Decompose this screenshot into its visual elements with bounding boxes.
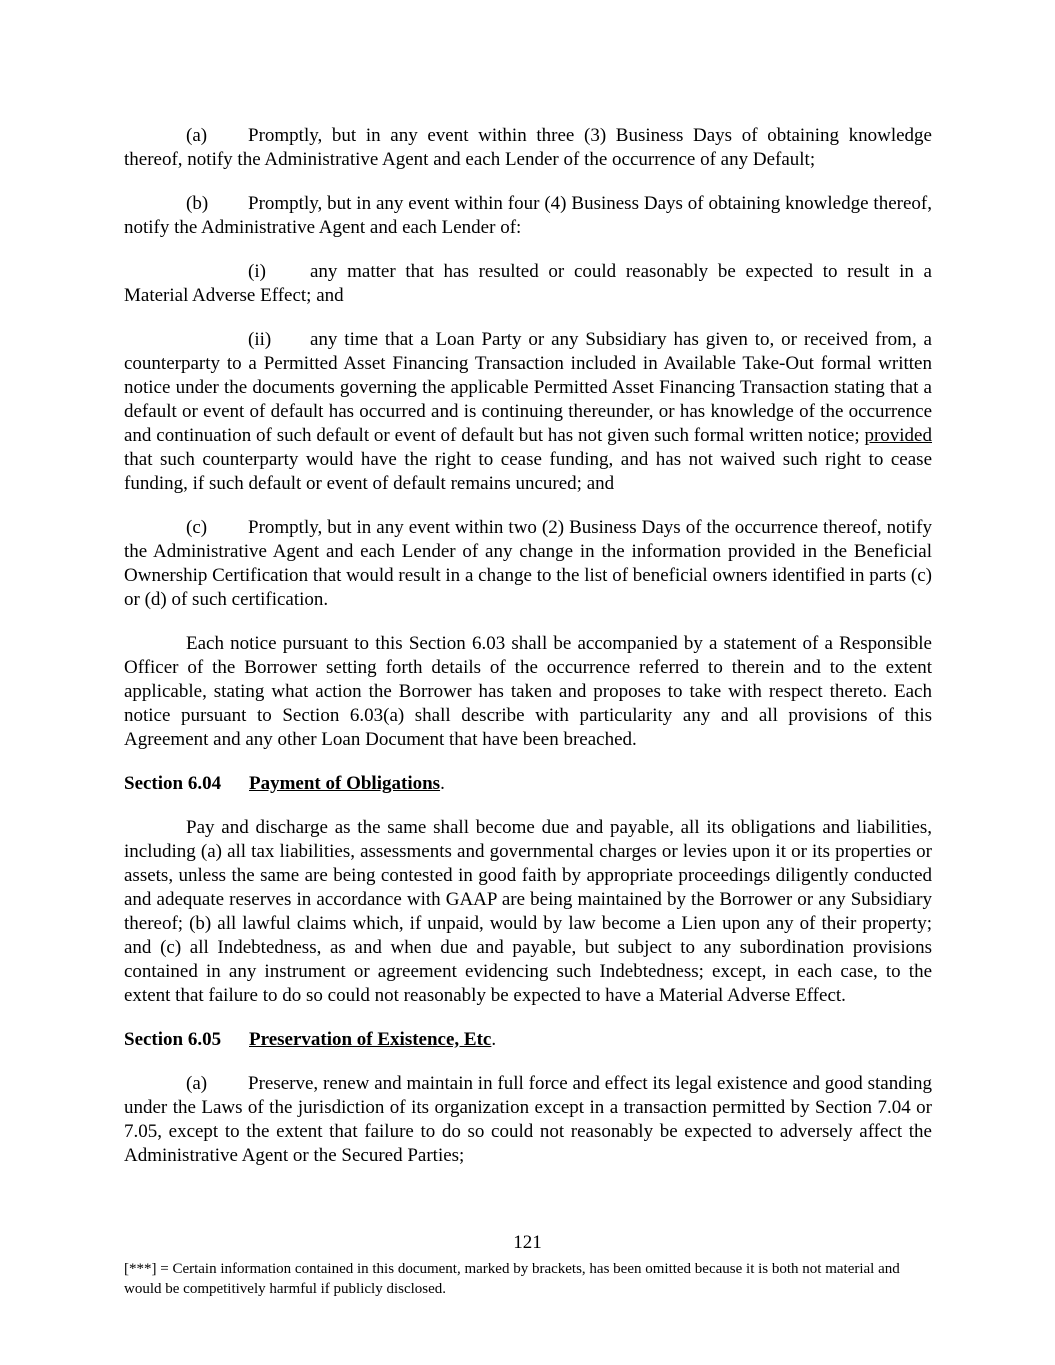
- provided-emphasis: provided: [864, 425, 932, 446]
- footnote: [***] = Certain information contained in this document, marked by brackets, has been omitted because it is both not material and would be competitively harmful if publicly disclosed.: [124, 1261, 900, 1297]
- paragraph-b-ii: [124, 328, 932, 496]
- page-number: 121: [513, 1232, 542, 1253]
- section-605-a-label: (a): [186, 1073, 208, 1094]
- paragraph-b-i-label: (i): [248, 261, 266, 282]
- section-604-heading: Section 6.04 Payment of Obligations.: [124, 773, 445, 794]
- paragraph-b-ii-label: (ii): [248, 329, 272, 350]
- paragraph-b-i: [124, 260, 932, 308]
- section-605-a-text: Preserve, renew and maintain in full force and effect its legal existence and good standing under the Laws of the jurisdiction of its organization except in a transaction permitted by Section 7.04 or 7.05, except to the extent that failure to do so could not reasonably be expected to adversely affect the Administrative Agent or the Secured Parties;: [124, 1073, 932, 1166]
- paragraph-b-ii-text-before: any time that a Loan Party or any Subsidiary has given to, or received from, a counterparty to a Permitted Asset Financing Transaction included in Available Take-Out formal written notice under the documents governing the applicable Permitted Asset Financing Transaction stating that a default or event of default has occurred and is continuing thereunder, or has knowledge of the occurrence and continuation of such default or event of default but has not given such formal written notice;: [124, 329, 932, 446]
- paragraph-c-text: Promptly, but in any event within two (2) Business Days of the occurrence thereof, notify the Administrative Agent and each Lender of any change in the information provided in the Beneficial Ownership Certification that would result in a change to the list of beneficial owners identified in parts (c) or (d) of such certification.: [124, 517, 932, 610]
- paragraph-a: [124, 124, 932, 172]
- section-605-title: Preservation of Existence, Etc: [249, 1029, 492, 1050]
- paragraph-b-text: Promptly, but in any event within four (4) Business Days of obtaining knowledge thereof, notify the Administrative Agent and each Lender of:: [124, 193, 932, 238]
- paragraph-b-label: (b): [186, 193, 209, 214]
- page-body: [124, 124, 932, 1188]
- paragraph-a-label: (a): [186, 125, 208, 146]
- section-604-body: Pay and discharge as the same shall become due and payable, all its obligations and liabilities, including (a) all tax liabilities, assessments and governmental charges or levies upon it or its properties or assets, unless the same are being contested in good faith by appropriate proceedings diligently conducted and adequate reserves in accordance with GAAP are being maintained by the Borrower or any Subsidiary thereof; (b) all lawful claims which, if unpaid, would by law become a Lien upon any of their property; and (c) all Indebtedness, as and when due and payable, but subject to any subordination provisions contained in any instrument or agreement evidencing such Indebtedness; except, in each case, to the extent that failure to do so could not reasonably be expected to have a Material Adverse Effect.: [124, 817, 932, 1006]
- paragraph-c: [124, 516, 932, 612]
- paragraph-b: [124, 192, 932, 240]
- paragraph-b-i-text: any matter that has resulted or could reasonably be expected to result in a Material Adverse Effect; and: [124, 261, 932, 306]
- section-604-number: Section 6.04: [124, 773, 222, 794]
- paragraph-a-text: Promptly, but in any event within three (3) Business Days of obtaining knowledge thereof, notify the Administrative Agent and each Lender of the occurrence of any Default;: [124, 125, 932, 170]
- section-605-number: Section 6.05: [124, 1029, 222, 1050]
- notice-paragraph: Each notice pursuant to this Section 6.03 shall be accompanied by a statement of a Responsible Officer of the Borrower setting forth details of the occurrence referred to therein and to the extent applicable, stating what action the Borrower has taken and proposes to take with respect thereto. Each notice pursuant to Section 6.03(a) shall describe with particularity any and all provisions of this Agreement and any other Loan Document that have been breached.: [124, 633, 932, 750]
- section-604-title: Payment of Obligations: [249, 773, 441, 794]
- section-605-paragraph-a: [124, 1072, 932, 1168]
- section-605-heading: Section 6.05 Preservation of Existence, Etc.: [124, 1029, 497, 1050]
- paragraph-c-label: (c): [186, 517, 208, 538]
- paragraph-b-ii-text-after: that such counterparty would have the right to cease funding, and has not waived such right to cease funding, if such default or event of default remains uncured; and: [124, 449, 932, 494]
